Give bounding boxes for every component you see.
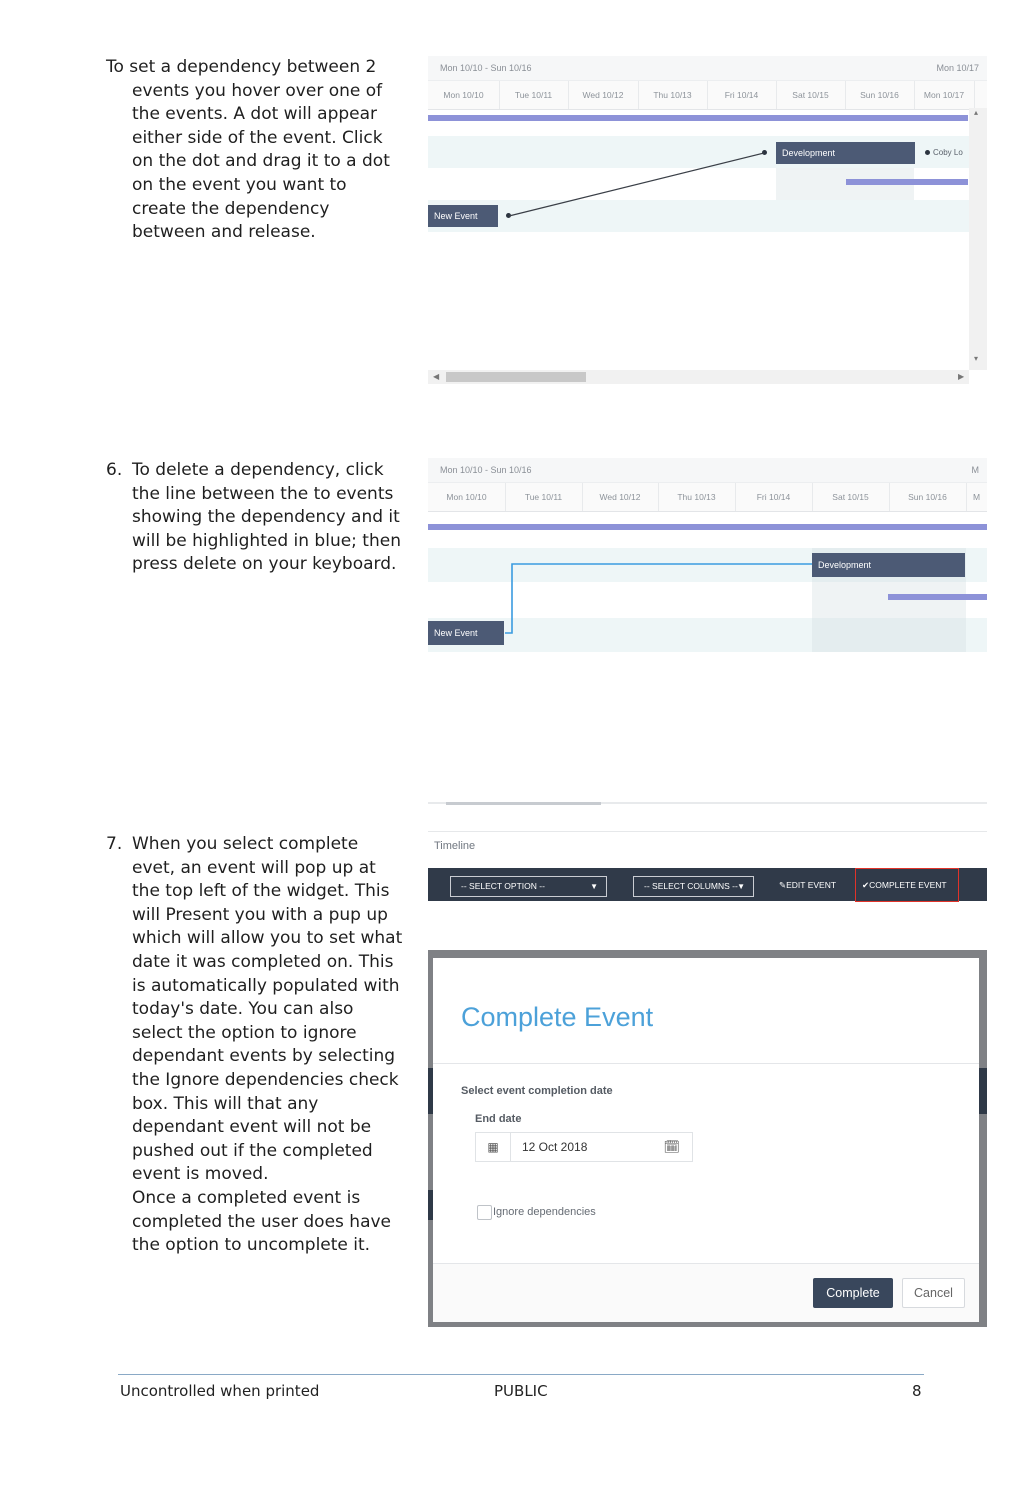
gantt-day: Mon 10/17 bbox=[914, 81, 975, 109]
gantt-event-new[interactable]: New Event bbox=[428, 205, 498, 227]
title-divider bbox=[428, 831, 987, 832]
complete-event-label: COMPLETE EVENT bbox=[869, 880, 947, 890]
gantt-day: Sat 10/15 bbox=[776, 81, 846, 109]
gantt-day: Tue 10/11 bbox=[505, 483, 583, 511]
step7-line: the Ignore dependencies check bbox=[132, 1069, 399, 1090]
gantt-day: Sat 10/15 bbox=[812, 483, 890, 511]
select-columns-label: -- SELECT COLUMNS -- bbox=[644, 881, 738, 891]
gantt-day: M bbox=[966, 483, 987, 511]
step6-line: press delete on your keyboard. bbox=[132, 554, 397, 575]
end-date-value[interactable]: 12 Oct 2018 bbox=[522, 1140, 588, 1154]
modal-title: Complete Event bbox=[461, 1002, 654, 1032]
ignore-dependencies-label: Ignore dependencies bbox=[493, 1206, 596, 1218]
caret-down-icon: ▼ bbox=[590, 882, 598, 891]
step6-number: 6. bbox=[106, 460, 123, 480]
horizontal-scroll-thumb[interactable] bbox=[446, 372, 586, 382]
step7-line: select the option to ignore bbox=[132, 1022, 357, 1043]
select-option-label: -- SELECT OPTION -- bbox=[461, 881, 545, 891]
step7-line: Once a completed event is bbox=[132, 1187, 361, 1208]
edit-event-button[interactable] bbox=[779, 880, 836, 891]
select-columns-dropdown[interactable] bbox=[633, 876, 754, 897]
step7-line: today's date. You can also bbox=[132, 999, 354, 1020]
step7-line: pushed out if the completed bbox=[132, 1140, 373, 1161]
step7-number: 7. bbox=[106, 834, 123, 854]
timeline-toolbar-screenshot bbox=[428, 802, 987, 902]
scroll-up-icon[interactable]: ▴ bbox=[974, 108, 979, 117]
check-icon: ✔ bbox=[862, 880, 870, 890]
gantt-assignee-label: Coby Lo bbox=[933, 148, 963, 157]
step5-line: events you hover over one of bbox=[132, 80, 383, 101]
step5-line: between and release. bbox=[132, 222, 316, 243]
step7-line: dependant events by selecting bbox=[132, 1046, 396, 1067]
cancel-button[interactable]: Cancel bbox=[902, 1278, 965, 1308]
step7-line: the option to uncomplete it. bbox=[132, 1235, 371, 1256]
step7-line: completed the user does have bbox=[132, 1211, 392, 1232]
gantt-range-label-next: M bbox=[971, 465, 979, 475]
step5-paragraph bbox=[106, 56, 428, 245]
select-option-dropdown[interactable] bbox=[450, 876, 607, 897]
gantt-day: Thu 10/13 bbox=[638, 81, 708, 109]
vertical-scrollbar[interactable] bbox=[969, 108, 987, 370]
gantt-range-label-next: Mon 10/17 bbox=[936, 63, 979, 73]
step6-line: showing the dependency and it bbox=[132, 507, 400, 528]
step7-line: dependant event will not be bbox=[132, 1117, 372, 1138]
step7-line: event is moved. bbox=[132, 1164, 269, 1185]
timeline-title: Timeline bbox=[434, 840, 476, 852]
step6-line: will be highlighted in blue; then bbox=[132, 530, 401, 551]
step6-first-line bbox=[106, 459, 428, 483]
gantt-day: Thu 10/13 bbox=[658, 483, 736, 511]
step5-line: the events. A dot will appear bbox=[132, 104, 378, 125]
top-tab-indicator bbox=[446, 802, 601, 805]
gantt-range-label: Mon 10/10 - Sun 10/16 bbox=[440, 63, 532, 73]
step5-line: on the dot and drag it to a dot bbox=[132, 151, 390, 172]
modal-footer bbox=[433, 1264, 979, 1322]
dependency-line-highlighted[interactable] bbox=[428, 458, 987, 652]
gantt-event-development[interactable]: Development bbox=[812, 553, 965, 577]
calendar-icon: ▦ bbox=[476, 1133, 511, 1161]
dependency-drag-line[interactable] bbox=[428, 56, 987, 384]
gantt-screenshot-create-dependency bbox=[428, 56, 987, 384]
gantt-day: Fri 10/14 bbox=[735, 483, 813, 511]
footer-rule bbox=[118, 1374, 924, 1375]
step7-line: the top left of the widget. This bbox=[132, 881, 390, 902]
scroll-down-icon[interactable]: ▾ bbox=[974, 354, 979, 363]
end-date-label: End date bbox=[475, 1113, 522, 1125]
step5-line: To set a dependency between 2 bbox=[106, 57, 377, 77]
step7-line: is automatically populated with bbox=[132, 975, 400, 996]
gantt-event-new[interactable]: New Event bbox=[428, 621, 504, 645]
backdrop-toolbar-edge bbox=[979, 1068, 987, 1114]
edit-event-label: EDIT EVENT bbox=[786, 880, 837, 890]
gantt-day: Tue 10/11 bbox=[499, 81, 569, 109]
footer-left-text: Uncontrolled when printed bbox=[120, 1382, 320, 1400]
step6-line: the line between the to events bbox=[132, 483, 394, 504]
step5-line: create the dependency bbox=[132, 198, 330, 219]
gantt-day: Mon 10/10 bbox=[428, 483, 506, 511]
footer-classification: PUBLIC bbox=[494, 1382, 548, 1400]
gantt-day: Wed 10/12 bbox=[582, 483, 659, 511]
step5-line: either side of the event. Click bbox=[132, 127, 383, 148]
step6-paragraph bbox=[106, 459, 428, 577]
edit-icon: ✎ bbox=[779, 880, 787, 890]
caret-down-icon: ▼ bbox=[737, 882, 745, 891]
step7-line: When you select complete bbox=[132, 834, 359, 854]
step6-line: To delete a dependency, click bbox=[132, 460, 384, 480]
step7-first-line bbox=[106, 833, 428, 857]
complete-event-button[interactable] bbox=[862, 880, 947, 891]
complete-event-modal bbox=[433, 958, 979, 1322]
step7-line: box. This will that any bbox=[132, 1093, 319, 1114]
scroll-left-icon[interactable]: ◀ bbox=[433, 372, 440, 381]
gantt-day: Sun 10/16 bbox=[889, 483, 967, 511]
complete-button[interactable]: Complete bbox=[813, 1278, 893, 1308]
gantt-event-development[interactable]: Development bbox=[776, 142, 915, 164]
end-date-field[interactable] bbox=[475, 1132, 693, 1162]
gantt-day: Wed 10/12 bbox=[568, 81, 639, 109]
gantt-day: Mon 10/10 bbox=[428, 81, 500, 109]
modal-subtitle: Select event completion date bbox=[461, 1085, 613, 1097]
scroll-right-icon[interactable]: ▶ bbox=[958, 372, 965, 381]
ignore-dependencies-checkbox[interactable] bbox=[477, 1205, 492, 1220]
gantt-screenshot-delete-dependency bbox=[428, 458, 987, 652]
step7-line: evet, an event will pop up at bbox=[132, 857, 376, 878]
gantt-range-label: Mon 10/10 - Sun 10/16 bbox=[440, 465, 532, 475]
gantt-day: Sun 10/16 bbox=[845, 81, 915, 109]
step7-paragraph bbox=[106, 833, 428, 1258]
step7-line: date it was completed on. This bbox=[132, 951, 394, 972]
timeline-toolbar bbox=[428, 868, 987, 901]
step7-line: which will allow you to set what bbox=[132, 928, 403, 949]
calendar-picker-icon[interactable]: 🗓 bbox=[663, 1139, 680, 1154]
modal-header-divider bbox=[433, 1063, 979, 1064]
step5-line: on the event you want to bbox=[132, 174, 347, 195]
footer-page-number: 8 bbox=[912, 1382, 922, 1400]
complete-event-modal-screenshot bbox=[428, 950, 987, 1327]
step7-line: will Present you with a pup up bbox=[132, 904, 388, 925]
gantt-day: Fri 10/14 bbox=[707, 81, 777, 109]
